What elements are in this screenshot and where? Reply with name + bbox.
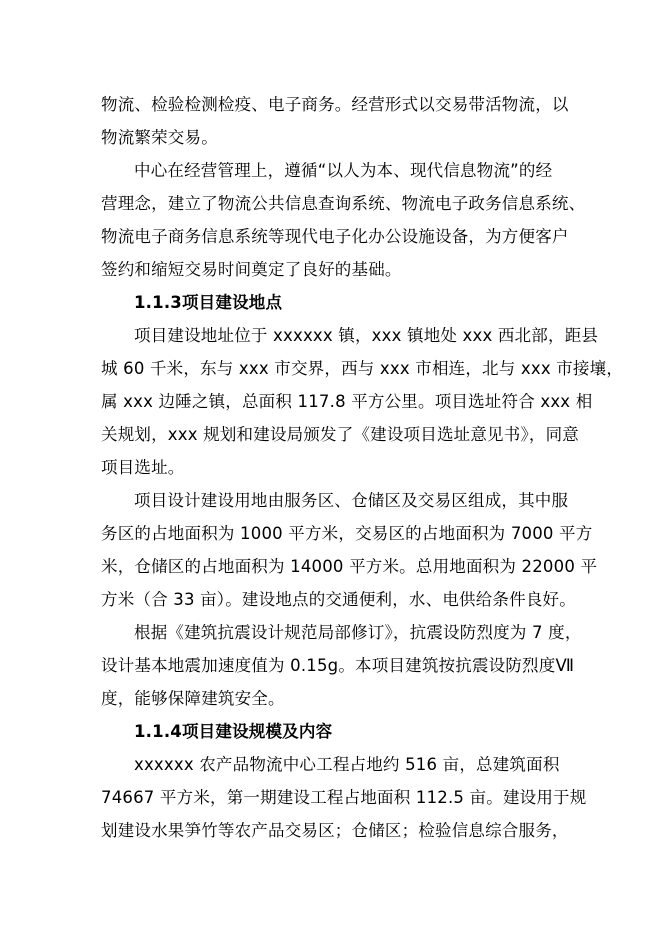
paragraph-line: 营理念，建立了物流公共信息查询系统、物流电子政务信息系统、 <box>101 194 586 213</box>
paragraph-line: 中心在经营管理上，遵循“以人为本、现代信息物流”的经 <box>134 161 553 180</box>
paragraph-line: 务区的占地面积为 1000 平方米，交易区的占地面积为 7000 平方 <box>101 524 593 543</box>
paragraph-line: 关规划，xxx 规划和建设局颁发了《建设项目选址意见书》，同意 <box>101 425 579 444</box>
paragraph-line: 划建设水果笋竹等农产品交易区；仓储区；检验信息综合服务， <box>101 821 569 840</box>
paragraph-line: 属 xxx 边陲之镇，总面积 117.8 平方公里。项目选址符合 xxx 相 <box>101 392 593 411</box>
paragraph-line: 度，能够保障建筑安全。 <box>101 689 285 708</box>
paragraph-line: 项目设计建设用地由服务区、仓储区及交易区组成，其中服 <box>134 491 569 510</box>
paragraph-line: 签约和缩短交易时间奠定了良好的基础。 <box>101 260 402 279</box>
paragraph-line: 物流繁荣交易。 <box>101 128 218 147</box>
paragraph-line: 米，仓储区的占地面积为 14000 平方米。总用地面积为 22000 平 <box>101 557 598 576</box>
paragraph-line: 项目选址。 <box>101 458 185 477</box>
paragraph-line: 城 60 千米，东与 xxx 市交界，西与 xxx 市相连，北与 xxx 市接壤， <box>101 359 624 378</box>
paragraph-line: 项目建设地址位于 xxxxxx 镇，xxx 镇地处 xxx 西北部，距县 <box>134 326 599 345</box>
section-heading: 1.1.3项目建设地点 <box>134 293 283 312</box>
paragraph-line: 根据《建筑抗震设计规范局部修订》，抗震设防烈度为 7 度， <box>134 623 582 642</box>
section-heading: 1.1.4项目建设规模及内容 <box>134 722 333 741</box>
paragraph-line: 方米（合 33 亩）。建设地点的交通便利，水、电供给条件良好。 <box>101 590 576 609</box>
paragraph-line: 物流电子商务信息系统等现代电子化办公设施设备，为方便客户 <box>101 227 569 246</box>
paragraph-line: xxxxxx 农产品物流中心工程占地约 516 亩，总建筑面积 <box>134 755 560 774</box>
paragraph-line: 设计基本地震加速度值为 0.15g。本项目建筑按抗震设防烈度Ⅶ <box>101 656 575 675</box>
paragraph-line: 物流、检验检测检疫、电子商务。经营形式以交易带活物流，以 <box>101 95 569 114</box>
paragraph-line: 74667 平方米，第一期建设工程占地面积 112.5 亩。建设用于规 <box>101 788 587 807</box>
